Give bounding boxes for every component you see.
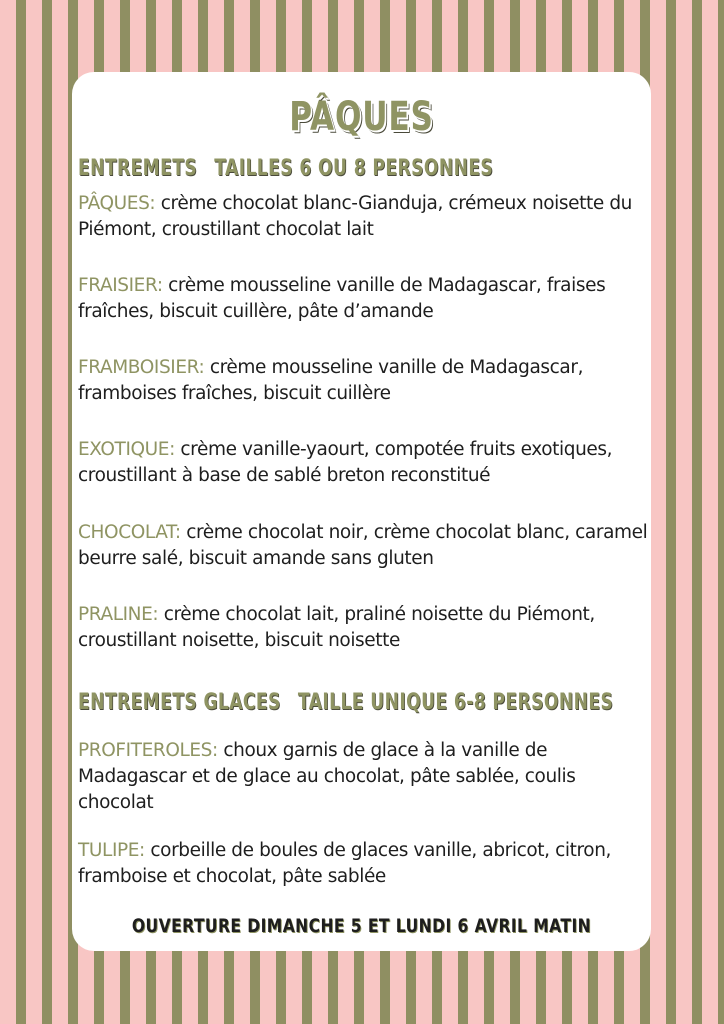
item-name: CHOCOLAT: <box>78 522 181 543</box>
item-name: EXOTIQUE: <box>78 439 175 460</box>
item-name: PROFITEROLES: <box>78 740 218 761</box>
item-name: FRAISIER: <box>78 275 163 296</box>
item-description: crème mousseline vanille de Madagascar, framboises fraîches, biscuit cuillère <box>78 357 584 404</box>
item-description: corbeille de boules de glaces vanille, abricot, citron, framboise et chocolat, pâte sablée <box>78 840 612 887</box>
menu-item-praline <box>78 602 648 654</box>
section-heading-sizes: TAILLES 6 OU 8 PERSONNES <box>214 156 494 181</box>
item-name: PRALINE: <box>78 604 159 625</box>
menu-item-fraisier <box>78 273 648 325</box>
item-description: crème chocolat lait, praliné noisette du Piémont, croustillant noisette, biscuit noisette <box>78 604 595 651</box>
menu-item-paques <box>78 191 648 243</box>
menu-item-framboisier <box>78 355 648 407</box>
page-title: PÂQUES <box>289 94 434 140</box>
section-heading-entremets <box>78 156 493 181</box>
section-heading-label: ENTREMETS GLACES <box>78 690 281 715</box>
item-name: PÂQUES: <box>78 193 156 214</box>
item-description: crème chocolat noir, crème chocolat blanc, caramel beurre salé, biscuit amande sans gluten <box>78 522 648 569</box>
menu-item-profiteroles <box>78 738 648 816</box>
item-name: FRAMBOISIER: <box>78 357 205 378</box>
opening-notice: OUVERTURE DIMANCHE 5 ET LUNDI 6 AVRIL MATIN <box>131 915 592 937</box>
menu-item-exotique <box>78 437 648 489</box>
item-description: crème chocolat blanc-Gianduja, crémeux noisette du Piémont, croustillant chocolat lait <box>78 193 632 240</box>
section-heading-label: ENTREMETS <box>78 156 198 181</box>
item-description: choux garnis de glace à la vanille de Madagascar et de glace au chocolat, pâte sablée, coulis chocolat <box>78 740 576 813</box>
item-name: TULIPE: <box>78 840 145 861</box>
menu-card <box>72 72 651 951</box>
section-heading-sizes: TAILLE UNIQUE 6-8 PERSONNES <box>297 690 614 715</box>
section-heading-glaces <box>78 690 613 715</box>
menu-item-chocolat <box>78 520 648 572</box>
menu-item-tulipe <box>78 838 648 890</box>
item-description: crème vanille-yaourt, compotée fruits exotiques, croustillant à base de sablé breton reconstitué <box>78 439 613 486</box>
item-description: crème mousseline vanille de Madagascar, fraises fraîches, biscuit cuillère, pâte d’amande <box>78 275 606 322</box>
